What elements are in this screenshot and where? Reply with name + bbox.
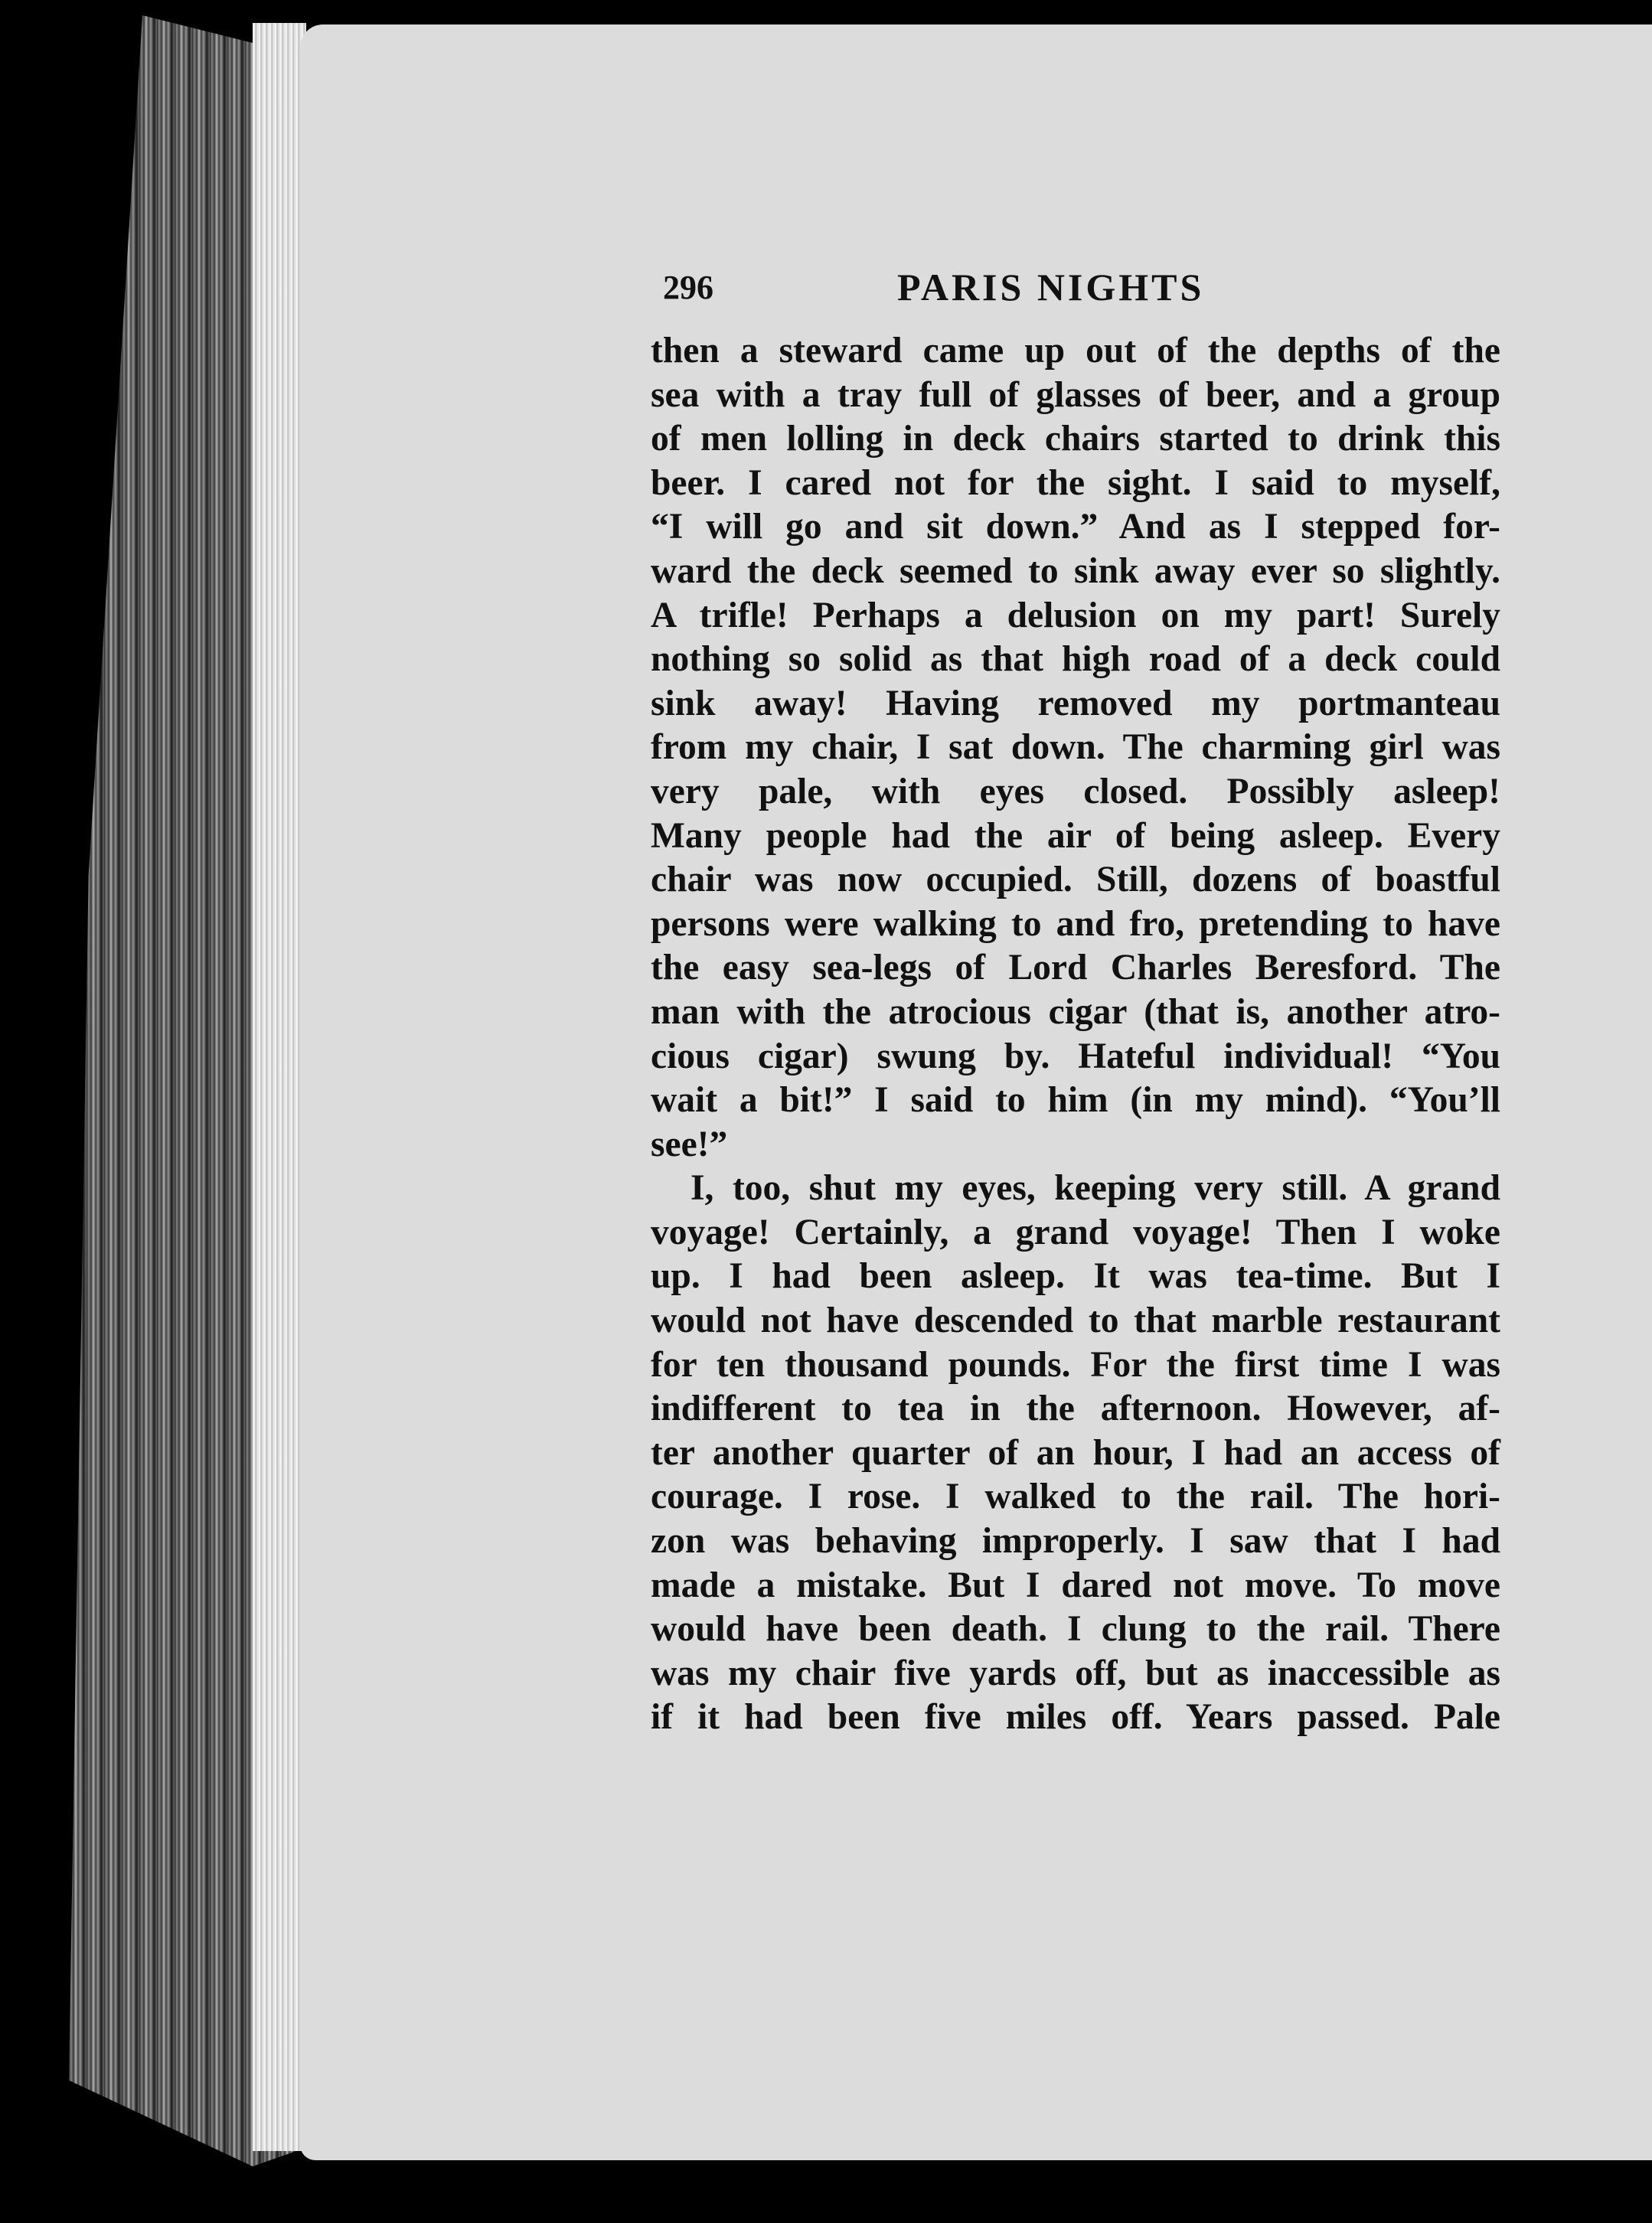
text-line: ward the deck seemed to sink away ever so slightly. — [651, 550, 1500, 591]
text-line: would have been death. I clung to the rail. There — [651, 1609, 1500, 1650]
text-line: cious cigar) swung by. Hateful individual! “You — [651, 1036, 1500, 1076]
text-line: beer. I cared not for the sight. I said to myself, — [651, 462, 1500, 503]
text-line: of men lolling in deck chairs started to drink this — [651, 419, 1500, 459]
text-line: sea with a tray full of glasses of beer, and a group — [651, 374, 1500, 415]
text-line: I, too, shut my eyes, keeping very still. A grand — [691, 1168, 1500, 1209]
text-line: zon was behaving improperly. I saw that I had — [651, 1521, 1500, 1562]
text-line: ter another quarter of an hour, I had an access of — [651, 1432, 1500, 1473]
page-text-block — [651, 260, 1500, 1740]
text-line: persons were walking to and fro, pretending to have — [651, 903, 1500, 944]
text-line: for ten thousand pounds. For the first time I was — [651, 1344, 1500, 1385]
text-line: man with the atrocious cigar (that is, another atro- — [651, 991, 1500, 1032]
text-line: chair was now occupied. Still, dozens of boastful — [651, 860, 1500, 900]
text-line: then a steward came up out of the depths of the — [651, 331, 1500, 370]
text-line: see!” — [651, 1124, 728, 1164]
text-line: “I will go and sit down.” And as I stepped for- — [651, 507, 1500, 547]
text-line: indifferent to tea in the afternoon. However, af- — [651, 1389, 1500, 1429]
text-line: sink away! Having removed my portmanteau — [651, 683, 1500, 723]
text-line: Many people had the air of being asleep. Every — [651, 815, 1500, 856]
text-line: wait a bit!” I said to him (in my mind). “You’ll — [651, 1080, 1500, 1121]
text-line: nothing so solid as that high road of a deck could — [651, 639, 1500, 680]
book-page-edge-highlight — [253, 23, 306, 2151]
body-text — [651, 329, 1500, 1740]
text-line: very pale, with eyes closed. Possibly asleep! — [651, 771, 1500, 811]
text-line: if it had been five miles off. Years passed. Pale — [651, 1697, 1500, 1738]
text-line: the easy sea-legs of Lord Charles Beresford. The — [651, 948, 1500, 988]
text-line: would not have descended to that marble restaurant — [651, 1301, 1500, 1341]
text-line: A trifle! Perhaps a delusion on my part! Surely — [651, 595, 1500, 635]
running-title: PARIS NIGHTS — [897, 266, 1205, 308]
text-line: courage. I rose. I walked to the rail. The hori- — [651, 1477, 1500, 1517]
text-line: from my chair, I sat down. The charming girl was — [651, 727, 1500, 768]
text-line: was my chair five yards off, but as inaccessible as — [651, 1653, 1500, 1693]
text-line: made a mistake. But I dared not move. To move — [651, 1565, 1500, 1605]
text-line: up. I had been asleep. It was tea-time. But I — [651, 1256, 1500, 1297]
running-head — [651, 260, 1500, 315]
text-line: voyage! Certainly, a grand voyage! Then I woke — [651, 1212, 1500, 1252]
page-number: 296 — [663, 269, 713, 306]
